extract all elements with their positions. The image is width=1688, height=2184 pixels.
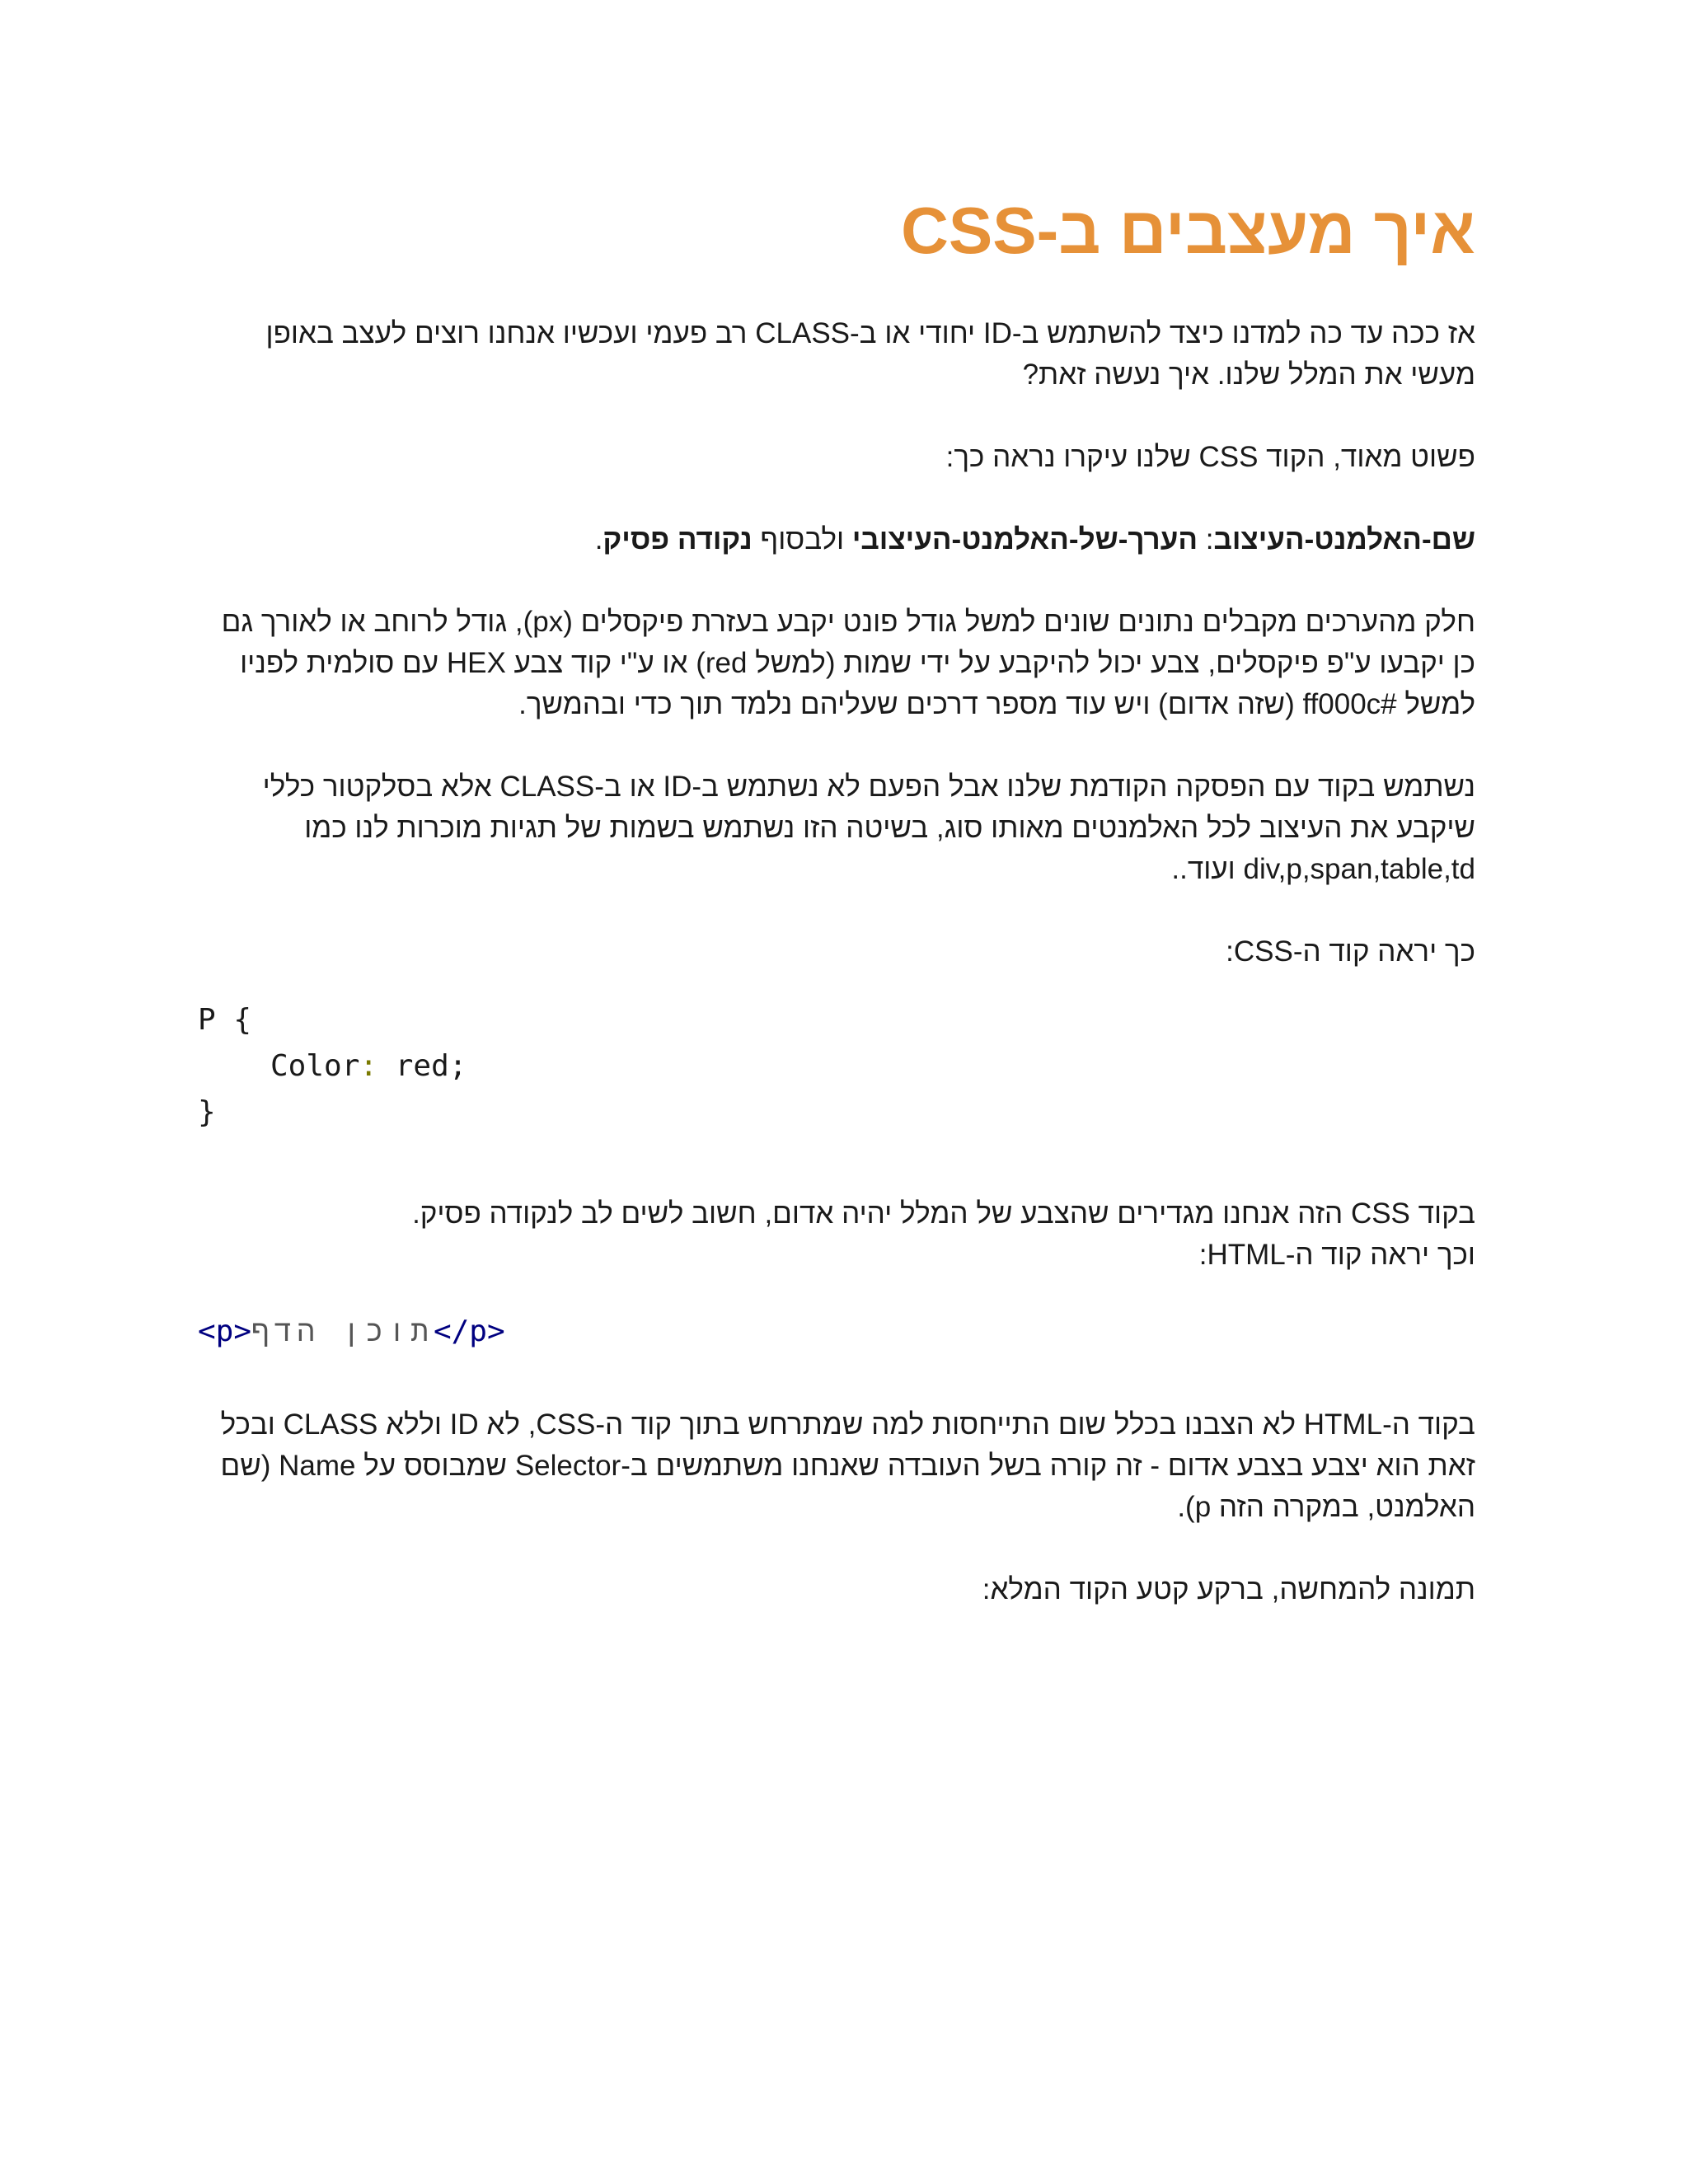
selector-paragraph-text: נשתמש בקוד עם הפסקה הקודמת שלנו אבל הפעם לא נשתמש ב-ID או ב-CLASS אלא בסלקטור כללי שיקבע את העיצוב לכל האלמנטים מאותו סוג, בשיטה הזו נשתמש בשמות של תגיות מוכרות לנו כמו: [262, 771, 1475, 844]
css-code-line-3: }: [198, 1095, 216, 1129]
page-title: איך מעצבים ב-CSS: [901, 194, 1475, 267]
syntax-property-name: שם-האלמנט-העיצוב: [1213, 523, 1475, 555]
css-code-colon: :: [359, 1049, 378, 1083]
html-inner-text: תוכן הדף: [251, 1315, 434, 1348]
syntax-property-value: הערך-של-האלמנט-העיצובי: [851, 523, 1198, 555]
selector-paragraph-tags: div,p,span,table,td ועוד..: [1171, 853, 1475, 885]
css-code-intro: כך יראה קוד ה-CSS:: [1226, 935, 1475, 968]
values-paragraph: חלק מהערכים מקבלים נתונים שונים למשל גודל פונט יקבע בעזרת פיקסלים (px), גודל לרוחב או לאורך גם כן יקבעו ע"פ פיקסלים, צבע יכול להיקבע על ידי שמות (למשל red) או ע"י קוד צבע HEX עם סולמית לפניו למשל #ff000c (שזה אדום) ויש עוד מספר דרכים שעליהם נלמד תוך כדי ובהמשך.: [221, 606, 1475, 720]
css-code-line-1: P {: [198, 1003, 252, 1037]
illustration-caption: תמונה להמחשה, ברקע קטע הקוד המלא:: [982, 1573, 1475, 1605]
html-code-block: [198, 1309, 1475, 1355]
intro-paragraph: אז ככה עד כה למדנו כיצד להשתמש ב-ID יחודי או ב-CLASS רב פעמי ועכשיו אנחנו רוצים לעצב באופן מעשי את המלל שלנו. איך נעשה זאת?: [265, 317, 1475, 391]
html-code-intro: וכך יראה קוד ה-HTML:: [1198, 1239, 1475, 1271]
css-code-line-2: [198, 1043, 1475, 1090]
css-syntax-paragraph: [198, 519, 1475, 560]
css-code-property: Color: [270, 1049, 360, 1083]
css-intro-paragraph: פשוט מאוד, הקוד CSS שלנו עיקרו נראה כך:: [945, 441, 1475, 473]
syntax-semicolon-term: נקודה פסיק: [603, 523, 753, 555]
html-open-tag: <p>: [198, 1315, 252, 1348]
html-explanation-paragraph: בקוד ה-HTML לא הצבנו בכלל שום התייחסות למה שמתרחש בתוך קוד ה-CSS, לא ID וללא CLASS ובכל זאת הוא יצבע בצבע אדום - זה קורה בשל העובדה שאנחנו משתמשים ב-Selector שמבוסס על Name (שם האלמנט, במקרה הזה p).: [220, 1408, 1475, 1523]
syntax-middle-text: ולבסוף: [752, 523, 852, 555]
document-content: [198, 190, 1475, 1652]
html-close-tag: </p>: [433, 1315, 505, 1348]
syntax-colon: :: [1198, 523, 1214, 555]
css-code-block: [198, 997, 1475, 1136]
syntax-period: .: [594, 523, 603, 555]
selector-paragraph: [198, 766, 1475, 890]
css-explanation-paragraph: בקוד CSS הזה אנחנו מגדירים שהצבע של המלל יהיה אדום, חשוב לשים לב לנקודה פסיק.: [412, 1197, 1475, 1230]
css-code-value: red;: [377, 1049, 467, 1083]
